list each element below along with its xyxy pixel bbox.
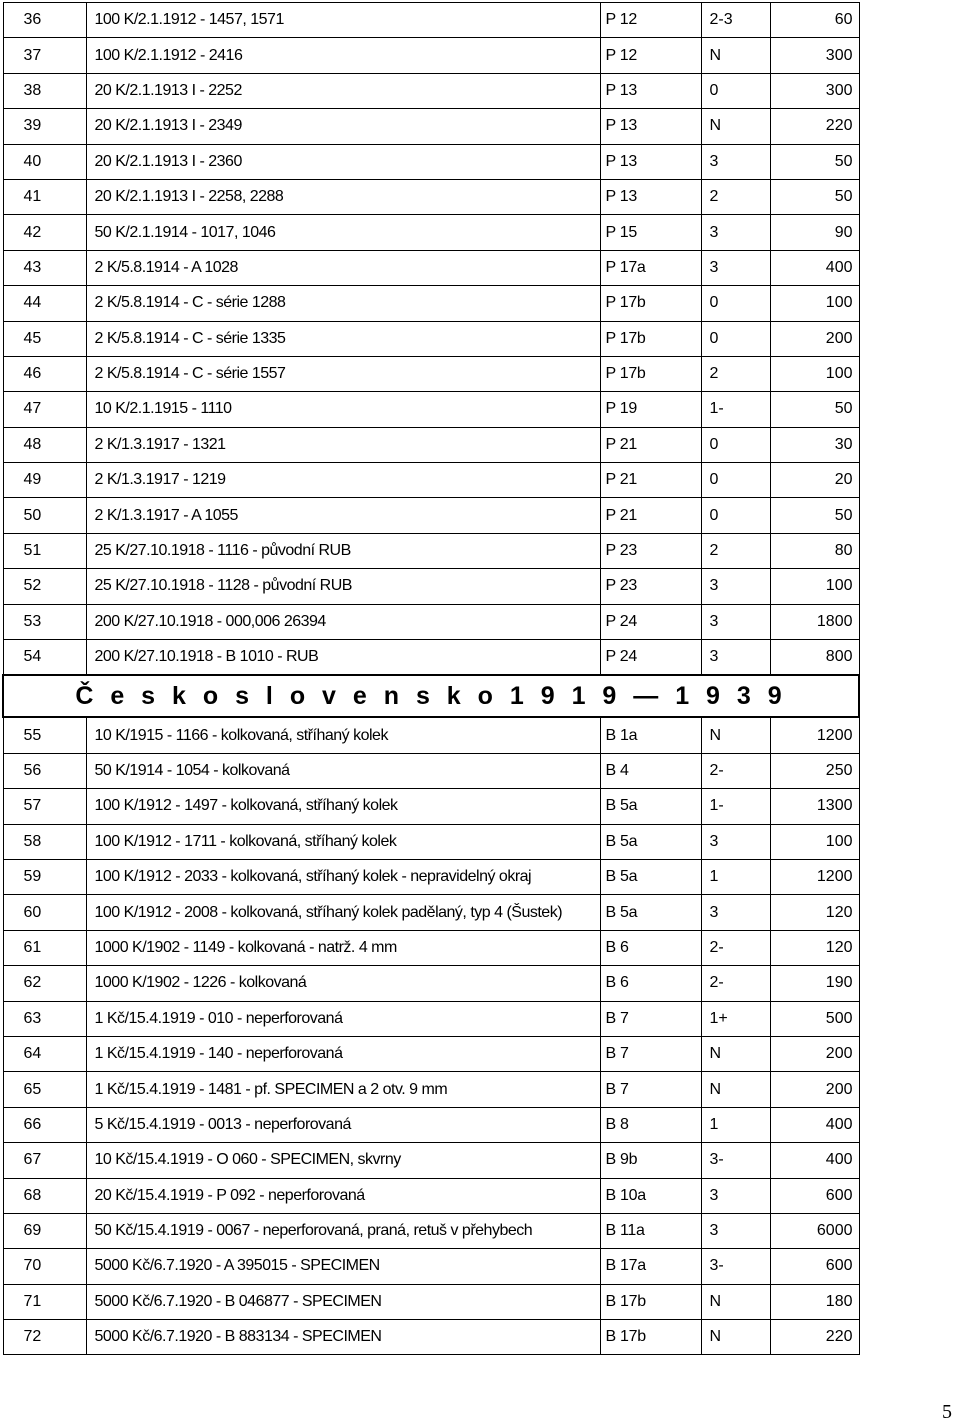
item-grade: 3	[701, 1178, 770, 1213]
item-catalog-ref: P 19	[600, 392, 701, 427]
item-number: 37	[3, 38, 86, 73]
table-row	[3, 179, 859, 214]
table-row	[3, 604, 859, 639]
item-grade: 3	[701, 1213, 770, 1248]
item-catalog-ref: P 17a	[600, 250, 701, 285]
item-description: 20 Kč/15.4.1919 - P 092 - neperforovaná	[86, 1178, 600, 1213]
item-price: 80	[770, 533, 859, 568]
item-number: 54	[3, 640, 86, 676]
item-catalog-ref: B 10a	[600, 1178, 701, 1213]
table-row	[3, 895, 859, 930]
item-description: 25 K/27.10.1918 - 1116 - původní RUB	[86, 533, 600, 568]
item-grade: 3-	[701, 1249, 770, 1284]
item-catalog-ref: B 7	[600, 1001, 701, 1036]
item-price: 50	[770, 392, 859, 427]
item-catalog-ref: P 12	[600, 38, 701, 73]
item-number: 61	[3, 930, 86, 965]
table-row	[3, 144, 859, 179]
item-price: 1200	[770, 717, 859, 753]
item-number: 65	[3, 1072, 86, 1107]
item-grade: 3	[701, 569, 770, 604]
item-grade: 2-	[701, 966, 770, 1001]
item-price: 120	[770, 895, 859, 930]
item-price: 100	[770, 824, 859, 859]
item-number: 43	[3, 250, 86, 285]
item-grade: N	[701, 1284, 770, 1319]
item-grade: 0	[701, 286, 770, 321]
page-number: 5	[942, 1401, 952, 1423]
item-catalog-ref: P 13	[600, 144, 701, 179]
item-catalog-ref: P 13	[600, 179, 701, 214]
item-price: 250	[770, 753, 859, 788]
item-description: 2 K/5.8.1914 - C - série 1335	[86, 321, 600, 356]
item-catalog-ref: B 6	[600, 966, 701, 1001]
item-description: 10 Kč/15.4.1919 - O 060 - SPECIMEN, skvrny	[86, 1143, 600, 1178]
table-row	[3, 533, 859, 568]
item-grade: 3	[701, 144, 770, 179]
item-number: 59	[3, 859, 86, 894]
table-row	[3, 392, 859, 427]
item-grade: 2	[701, 179, 770, 214]
table-row	[3, 824, 859, 859]
table-row	[3, 640, 859, 676]
table-row	[3, 859, 859, 894]
item-description: 100 K/2.1.1912 - 2416	[86, 38, 600, 73]
item-catalog-ref: B 9b	[600, 1143, 701, 1178]
catalog-table	[2, 2, 860, 1355]
section-header	[3, 675, 859, 717]
item-price: 220	[770, 109, 859, 144]
item-catalog-ref: B 17a	[600, 1249, 701, 1284]
table-row	[3, 1036, 859, 1071]
item-number: 48	[3, 427, 86, 462]
item-description: 200 K/27.10.1918 - 000,006 26394	[86, 604, 600, 639]
item-catalog-ref: B 5a	[600, 895, 701, 930]
item-price: 30	[770, 427, 859, 462]
item-description: 5 Kč/15.4.1919 - 0013 - neperforovaná	[86, 1107, 600, 1142]
item-price: 800	[770, 640, 859, 676]
section-row	[3, 675, 859, 717]
item-number: 69	[3, 1213, 86, 1248]
item-description: 100 K/1912 - 1497 - kolkovaná, stříhaný kolek	[86, 789, 600, 824]
table-row	[3, 569, 859, 604]
item-number: 71	[3, 1284, 86, 1319]
item-price: 90	[770, 215, 859, 250]
item-catalog-ref: P 13	[600, 109, 701, 144]
item-number: 41	[3, 179, 86, 214]
item-description: 20 K/2.1.1913 I - 2349	[86, 109, 600, 144]
item-catalog-ref: P 15	[600, 215, 701, 250]
item-description: 20 K/2.1.1913 I - 2360	[86, 144, 600, 179]
item-grade: 0	[701, 73, 770, 108]
item-grade: 2	[701, 356, 770, 391]
table-row	[3, 1249, 859, 1284]
item-price: 200	[770, 1036, 859, 1071]
item-number: 68	[3, 1178, 86, 1213]
item-catalog-ref: P 23	[600, 533, 701, 568]
item-price: 200	[770, 1072, 859, 1107]
catalog-rows-1919-1939	[3, 717, 859, 1355]
item-catalog-ref: B 17b	[600, 1284, 701, 1319]
item-grade: 1	[701, 1107, 770, 1142]
item-number: 62	[3, 966, 86, 1001]
table-row	[3, 109, 859, 144]
item-price: 100	[770, 286, 859, 321]
item-catalog-ref: P 21	[600, 427, 701, 462]
item-catalog-ref: P 21	[600, 463, 701, 498]
item-catalog-ref: B 6	[600, 930, 701, 965]
item-number: 38	[3, 73, 86, 108]
item-catalog-ref: B 5a	[600, 824, 701, 859]
item-grade: 2-	[701, 753, 770, 788]
item-number: 49	[3, 463, 86, 498]
item-catalog-ref: P 13	[600, 73, 701, 108]
item-description: 1 Kč/15.4.1919 - 010 - neperforovaná	[86, 1001, 600, 1036]
item-catalog-ref: P 23	[600, 569, 701, 604]
item-price: 400	[770, 1143, 859, 1178]
table-row	[3, 427, 859, 462]
item-description: 10 K/1915 - 1166 - kolkovaná, stříhaný kolek	[86, 717, 600, 753]
item-number: 67	[3, 1143, 86, 1178]
item-number: 47	[3, 392, 86, 427]
item-price: 600	[770, 1178, 859, 1213]
section-title: Č e s k o s l o v e n s k o 1 9 1 9 — 1 9 3 9	[3, 675, 859, 717]
item-grade: 0	[701, 498, 770, 533]
item-grade: N	[701, 717, 770, 753]
item-number: 50	[3, 498, 86, 533]
item-number: 52	[3, 569, 86, 604]
item-price: 400	[770, 250, 859, 285]
item-grade: 1-	[701, 789, 770, 824]
item-price: 400	[770, 1107, 859, 1142]
item-catalog-ref: P 12	[600, 3, 701, 38]
table-row	[3, 463, 859, 498]
table-row	[3, 250, 859, 285]
item-price: 20	[770, 463, 859, 498]
item-grade: N	[701, 38, 770, 73]
table-row	[3, 789, 859, 824]
item-description: 5000 Kč/6.7.1920 - B 883134 - SPECIMEN	[86, 1320, 600, 1355]
item-number: 63	[3, 1001, 86, 1036]
item-grade: 3	[701, 215, 770, 250]
item-grade: 2-3	[701, 3, 770, 38]
item-description: 100 K/1912 - 2033 - kolkovaná, stříhaný kolek - nepravidelný okraj	[86, 859, 600, 894]
item-number: 66	[3, 1107, 86, 1142]
item-number: 58	[3, 824, 86, 859]
item-price: 180	[770, 1284, 859, 1319]
item-number: 57	[3, 789, 86, 824]
item-grade: 0	[701, 463, 770, 498]
item-description: 5000 Kč/6.7.1920 - B 046877 - SPECIMEN	[86, 1284, 600, 1319]
table-row	[3, 38, 859, 73]
item-catalog-ref: P 24	[600, 604, 701, 639]
item-number: 40	[3, 144, 86, 179]
item-price: 1300	[770, 789, 859, 824]
item-description: 50 Kč/15.4.1919 - 0067 - neperforovaná, praná, retuš v přehybech	[86, 1213, 600, 1248]
item-description: 100 K/1912 - 2008 - kolkovaná, stříhaný kolek padělaný, typ 4 (Šustek)	[86, 895, 600, 930]
table-row	[3, 1178, 859, 1213]
item-catalog-ref: B 1a	[600, 717, 701, 753]
table-row	[3, 1213, 859, 1248]
item-grade: 3	[701, 604, 770, 639]
item-number: 36	[3, 3, 86, 38]
table-row	[3, 356, 859, 391]
item-price: 6000	[770, 1213, 859, 1248]
table-row	[3, 73, 859, 108]
item-catalog-ref: B 5a	[600, 859, 701, 894]
item-description: 50 K/1914 - 1054 - kolkovaná	[86, 753, 600, 788]
item-grade: N	[701, 1072, 770, 1107]
item-number: 60	[3, 895, 86, 930]
item-grade: 3	[701, 824, 770, 859]
item-price: 1200	[770, 859, 859, 894]
item-catalog-ref: B 11a	[600, 1213, 701, 1248]
item-description: 1000 K/1902 - 1149 - kolkovaná - natrž. 4 mm	[86, 930, 600, 965]
item-grade: 2-	[701, 930, 770, 965]
item-grade: 1-	[701, 392, 770, 427]
item-price: 100	[770, 356, 859, 391]
item-description: 2 K/1.3.1917 - 1219	[86, 463, 600, 498]
item-catalog-ref: P 24	[600, 640, 701, 676]
item-grade: N	[701, 1320, 770, 1355]
item-description: 1 Kč/15.4.1919 - 1481 - pf. SPECIMEN a 2 otv. 9 mm	[86, 1072, 600, 1107]
table-row	[3, 215, 859, 250]
item-description: 20 K/2.1.1913 I - 2258, 2288	[86, 179, 600, 214]
item-price: 200	[770, 321, 859, 356]
item-number: 70	[3, 1249, 86, 1284]
table-row	[3, 1284, 859, 1319]
table-row	[3, 930, 859, 965]
catalog-rows-1912-1918	[3, 3, 859, 676]
item-catalog-ref: B 7	[600, 1036, 701, 1071]
table-row	[3, 1072, 859, 1107]
item-number: 42	[3, 215, 86, 250]
item-description: 100 K/2.1.1912 - 1457, 1571	[86, 3, 600, 38]
item-number: 46	[3, 356, 86, 391]
item-description: 2 K/5.8.1914 - C - série 1557	[86, 356, 600, 391]
item-description: 100 K/1912 - 1711 - kolkovaná, stříhaný kolek	[86, 824, 600, 859]
item-description: 1 Kč/15.4.1919 - 140 - neperforovaná	[86, 1036, 600, 1071]
item-grade: 1+	[701, 1001, 770, 1036]
item-description: 2 K/1.3.1917 - 1321	[86, 427, 600, 462]
item-catalog-ref: P 21	[600, 498, 701, 533]
item-description: 20 K/2.1.1913 I - 2252	[86, 73, 600, 108]
table-row	[3, 1320, 859, 1355]
item-grade: 0	[701, 427, 770, 462]
item-price: 60	[770, 3, 859, 38]
table-row	[3, 321, 859, 356]
item-grade: 2	[701, 533, 770, 568]
item-description: 2 K/5.8.1914 - A 1028	[86, 250, 600, 285]
item-description: 5000 Kč/6.7.1920 - A 395015 - SPECIMEN	[86, 1249, 600, 1284]
item-price: 100	[770, 569, 859, 604]
item-description: 2 K/1.3.1917 - A 1055	[86, 498, 600, 533]
table-row	[3, 1143, 859, 1178]
item-price: 50	[770, 498, 859, 533]
item-description: 2 K/5.8.1914 - C - série 1288	[86, 286, 600, 321]
table-row	[3, 1001, 859, 1036]
item-catalog-ref: B 5a	[600, 789, 701, 824]
item-catalog-ref: B 17b	[600, 1320, 701, 1355]
table-row	[3, 3, 859, 38]
item-description: 1000 K/1902 - 1226 - kolkovaná	[86, 966, 600, 1001]
item-number: 45	[3, 321, 86, 356]
item-grade: 3	[701, 250, 770, 285]
item-number: 64	[3, 1036, 86, 1071]
item-grade: N	[701, 1036, 770, 1071]
item-description: 200 K/27.10.1918 - B 1010 - RUB	[86, 640, 600, 676]
item-number: 55	[3, 717, 86, 753]
item-description: 10 K/2.1.1915 - 1110	[86, 392, 600, 427]
item-price: 1800	[770, 604, 859, 639]
item-grade: 1	[701, 859, 770, 894]
item-grade: N	[701, 109, 770, 144]
item-price: 50	[770, 144, 859, 179]
item-catalog-ref: B 8	[600, 1107, 701, 1142]
item-price: 500	[770, 1001, 859, 1036]
item-price: 220	[770, 1320, 859, 1355]
table-row	[3, 753, 859, 788]
item-number: 56	[3, 753, 86, 788]
table-row	[3, 966, 859, 1001]
item-price: 300	[770, 73, 859, 108]
item-price: 600	[770, 1249, 859, 1284]
item-grade: 0	[701, 321, 770, 356]
table-row	[3, 1107, 859, 1142]
item-description: 25 K/27.10.1918 - 1128 - původní RUB	[86, 569, 600, 604]
item-number: 44	[3, 286, 86, 321]
table-row	[3, 717, 859, 753]
item-catalog-ref: B 7	[600, 1072, 701, 1107]
table-row	[3, 286, 859, 321]
item-number: 51	[3, 533, 86, 568]
item-grade: 3	[701, 640, 770, 676]
item-catalog-ref: P 17b	[600, 356, 701, 391]
item-number: 39	[3, 109, 86, 144]
item-grade: 3	[701, 895, 770, 930]
item-description: 50 K/2.1.1914 - 1017, 1046	[86, 215, 600, 250]
item-number: 53	[3, 604, 86, 639]
item-grade: 3-	[701, 1143, 770, 1178]
item-catalog-ref: B 4	[600, 753, 701, 788]
item-catalog-ref: P 17b	[600, 286, 701, 321]
item-number: 72	[3, 1320, 86, 1355]
item-price: 190	[770, 966, 859, 1001]
item-catalog-ref: P 17b	[600, 321, 701, 356]
item-price: 300	[770, 38, 859, 73]
table-row	[3, 498, 859, 533]
item-price: 120	[770, 930, 859, 965]
item-price: 50	[770, 179, 859, 214]
